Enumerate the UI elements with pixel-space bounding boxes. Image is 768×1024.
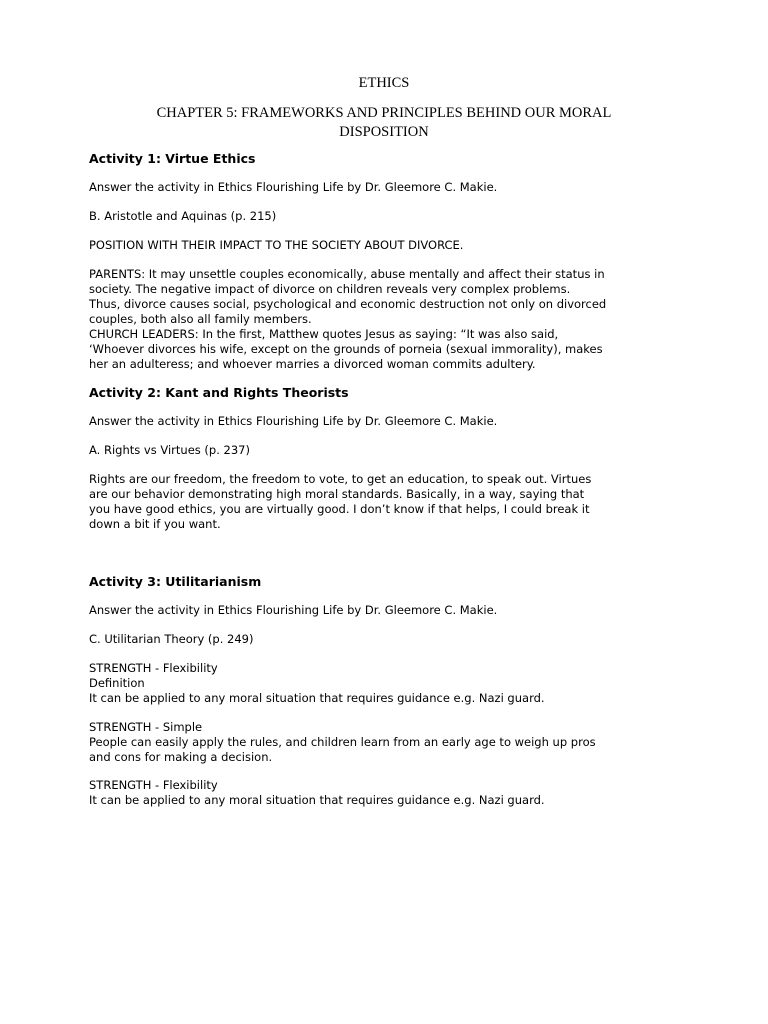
activity3-item: C. Utilitarian Theory (p. 249) [89, 632, 254, 646]
chapter-line: CHAPTER 5: FRAMEWORKS AND PRINCIPLES BEHIND OUR MORAL [156, 105, 612, 121]
answer-line: her an adulteress; and whoever marries a divorced woman commits adultery. [89, 357, 536, 371]
activity3-instruction: Answer the activity in Ethics Flourishing Life by Dr. Gleemore C. Makie. [89, 603, 498, 617]
activity3-heading: Activity 3: Utilitarianism [89, 574, 262, 589]
activity1-position: POSITION WITH THEIR IMPACT TO THE SOCIETY ABOUT DIVORCE. [89, 238, 464, 252]
answer-line: Rights are our freedom, the freedom to vote, to get an education, to speak out. Virtues [89, 472, 592, 486]
activity1-heading: Activity 1: Virtue Ethics [89, 151, 256, 166]
answer-line: are our behavior demonstrating high moral standards. Basically, in a way, saying that [89, 487, 585, 501]
strength-line: It can be applied to any moral situation that requires guidance e.g. Nazi guard. [89, 793, 545, 807]
chapter-heading [60, 104, 708, 142]
strength-line: People can easily apply the rules, and children learn from an early age to weigh up pros [89, 735, 596, 749]
strength-line: STRENGTH - Flexibility [89, 778, 218, 792]
activity1-answer [89, 267, 649, 372]
strength-line: It can be applied to any moral situation that requires guidance e.g. Nazi guard. [89, 691, 545, 705]
activity2-item: A. Rights vs Virtues (p. 237) [89, 443, 250, 457]
answer-line: CHURCH LEADERS: In the first, Matthew quotes Jesus as saying: “It was also said, [89, 327, 559, 341]
answer-line: society. The negative impact of divorce on children reveals very complex problems. [89, 282, 571, 296]
strength-block [89, 720, 649, 765]
strength-line: STRENGTH - Flexibility [89, 661, 218, 675]
answer-line: down a bit if you want. [89, 517, 221, 531]
answer-line: you have good ethics, you are virtually good. I don’t know if that helps, I could break it [89, 502, 590, 516]
answer-line: couples, both also all family members. [89, 312, 312, 326]
answer-line: Thus, divorce causes social, psychological and economic destruction not only on divorced [89, 297, 607, 311]
activity2-answer [89, 472, 649, 532]
activity1-instruction: Answer the activity in Ethics Flourishing Life by Dr. Gleemore C. Makie. [89, 180, 498, 194]
activity2-heading: Activity 2: Kant and Rights Theorists [89, 385, 349, 400]
strength-line: Definition [89, 676, 145, 690]
strength-block [89, 778, 649, 808]
activity1-item: B. Aristotle and Aquinas (p. 215) [89, 209, 277, 223]
answer-line: PARENTS: It may unsettle couples economically, abuse mentally and affect their status in [89, 267, 605, 281]
answer-line: ‘Whoever divorces his wife, except on the grounds of porneia (sexual immorality), makes [89, 342, 603, 356]
document-title: ETHICS [358, 75, 410, 91]
activity2-instruction: Answer the activity in Ethics Flourishing Life by Dr. Gleemore C. Makie. [89, 414, 498, 428]
strength-line: and cons for making a decision. [89, 750, 273, 764]
chapter-line: DISPOSITION [339, 124, 429, 140]
strength-line: STRENGTH - Simple [89, 720, 203, 734]
strength-block [89, 661, 649, 706]
